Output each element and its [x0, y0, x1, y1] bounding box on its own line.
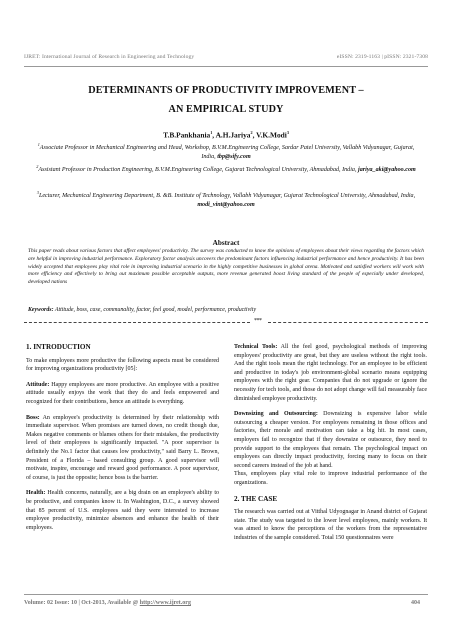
- keywords-text: Attitude, boss, case, communality, factor, feel good, model, performance, productivity: [53, 307, 257, 313]
- intro-paragraph: To make employees more productive the following aspects must be considered for improving organizations productivity [05]:: [26, 357, 219, 373]
- affiliation-3-sup: 3: [36, 190, 39, 195]
- attitude-paragraph: [26, 381, 219, 407]
- author-3-sup: 3: [286, 130, 289, 135]
- section-2-heading: 2. THE CASE: [234, 494, 278, 503]
- footer-rule: [24, 594, 428, 595]
- separator-left-line: [24, 322, 250, 323]
- right-column: [234, 343, 427, 549]
- separator-stars: ***: [254, 318, 262, 324]
- affiliation-1-email[interactable]: tbp@sify.com: [217, 153, 251, 160]
- paper-title-line2: AN EMPIRICAL STUDY: [168, 104, 284, 115]
- abstract-heading: Abstract: [212, 239, 240, 247]
- downsizing-lead: Downsizing and Outsourcing:: [234, 411, 318, 418]
- affiliation-1-sup: 1: [37, 142, 40, 147]
- journal-name: IJRET: International Journal of Research in Engineering and Technology: [24, 54, 195, 60]
- attitude-lead: Attitude:: [26, 381, 50, 388]
- affiliation-1: [30, 141, 422, 161]
- tools-lead: Technical Tools:: [234, 344, 278, 350]
- downsizing-text: Downsizing is expensive labor while outsourcing a cheaper version. For employees remaining in those offices and factories, their morale and motivation can take a big hit. In most cases, employers fail to recognize that if they downsize or outsource, they need to provide support to the employees that remain. The psychological impact on employees can directly impact productivity, forcing many to focus on their second careers instead of the job at hand.: [234, 411, 427, 469]
- boss-paragraph: [26, 414, 219, 483]
- affiliation-2: [30, 163, 422, 175]
- journal-header: [24, 54, 428, 60]
- author-list: [24, 130, 428, 139]
- keywords-label: Keywords:: [28, 307, 54, 313]
- author-2: , A.H.Jariya: [212, 130, 251, 140]
- boss-lead: Boss:: [26, 414, 40, 421]
- abstract-text: This paper reads about various factors that affect employees' productivity. The survey was conducted to know the opinions of employees about their views regarding the factors which are helpful in improving industrial performance. Exploratory factor analysis uncovers the predominant factors influencing industrial performance and hence productivity. It has been widely accepted that employees play vital role in improving industrial scenario in the highly competitive businesses in global arena. Motivated and satisfied workers will work with more efficiency and effectively to bring out maximum possible acceptable outputs, more revenue generated boost living standard of the people of especially under developed, developed nations: [28, 248, 424, 286]
- health-lead: Health:: [26, 490, 46, 497]
- keywords-line: [28, 306, 424, 314]
- health-text: Health concerns, naturally, are a big drain on an employee's ability to be productive, and companies know it. In Washington, D.C., a survey showed that 85 percent of U.S. employees said they were interested to increase employee productivity, minimize absences and enhance the health of their employees.: [26, 490, 219, 531]
- case-paragraph: The research was carried out at Vitthal Udyognagar in Anand district of Gujarat state. The study was targeted to the lower level employees, mainly workers. It was aimed to know the perceptions of the workers from the representative industries of the sample considered. Total 150 questionnaires were: [234, 509, 427, 541]
- affiliation-3-text: Lecturer, Mechanical Engineering Department, B. &B. Institute of Technology, Vallabh Vidyanagar, Gujarat Technological University, Ahmadabad, India,: [38, 193, 416, 200]
- left-column: [26, 343, 219, 539]
- affiliation-2-email[interactable]: jariya_aki@yahoo.com: [358, 167, 416, 174]
- section-1-heading: 1. INTRODUCTION: [26, 343, 91, 351]
- footer-link[interactable]: http://www.ijret.org: [139, 600, 191, 606]
- journal-issn: eISSN: 2319-1163 | pISSN: 2321-7308: [336, 54, 428, 60]
- thus-paragraph: Thus, employees play vital role to improve industrial performance of the organizations.: [234, 471, 427, 486]
- author-3: , V.K.Modi: [252, 130, 287, 140]
- attitude-text: Happy employees are more productive. An employee with a positive attitude usually enjoys the work that they do and feels empowered and recognized for their contributions, hence an attitude is everything.: [26, 381, 219, 405]
- footer-text: Volume: 02 Issue: 10 | Oct-2013, Available @: [24, 600, 140, 606]
- page-footer: [24, 600, 428, 606]
- section-separator: [24, 319, 428, 325]
- author-1-sup: 1: [210, 130, 213, 135]
- affiliation-3: [30, 189, 422, 209]
- boss-text: An employee's productivity is determined by their relationship with immediate supervisor. When promises are turned down, no credit though due, Makes negative comments or blames others for their mistakes, the productivity level of their employees is significantly impacted. "A poor supervisor is definitely the No.1 factor that causes low productivity," said Barry L. Brown, President of a Florida – based consulting group. A good supervisor will motivate, inspire, encourage and reward good performance. A poor supervisor, of course, is just the opposite; hence boss is the barrier.: [26, 414, 219, 481]
- affiliation-2-sup: 2: [36, 164, 39, 169]
- affiliation-2-text: Assistant Professor in Production Engineering, B.V.M.Engineering College, Gujarat Technological University, Ahmadabad, India,: [38, 167, 357, 174]
- downsizing-paragraph: [234, 410, 427, 470]
- health-paragraph: [26, 489, 219, 532]
- tools-text: All the feel good, psychological methods of improving employees' productivity are great, but they are useless without the right tools. And the right tools mean the right technology. For an employee to be efficient and productive in today's job environment-global scenario means equipping employees with the right gear. Companies that do not upgrade or ignore the necessity for tech tools, and those do not adopt change will fail measurably face diminished employee productivity.: [234, 344, 427, 402]
- header-rule: [24, 66, 428, 67]
- author-2-sup: 2: [250, 130, 253, 135]
- tools-paragraph: [234, 343, 427, 403]
- affiliation-1-text: Associate Professor in Mechanical Engineering and Head, Workshop, B.V.M.Engineering College, Sardar Patel University, Vallabh Vidyanagar, Gujarat, India,: [39, 145, 415, 160]
- separator-right-line: [268, 322, 428, 323]
- page-number: 404: [411, 600, 420, 606]
- paper-title-line1: DETERMINANTS OF PRODUCTIVITY IMPROVEMENT –: [88, 85, 364, 96]
- author-1: T.B.Pankhania: [163, 130, 211, 140]
- affiliation-3-email[interactable]: modi_vint@yahoo.com: [197, 201, 255, 208]
